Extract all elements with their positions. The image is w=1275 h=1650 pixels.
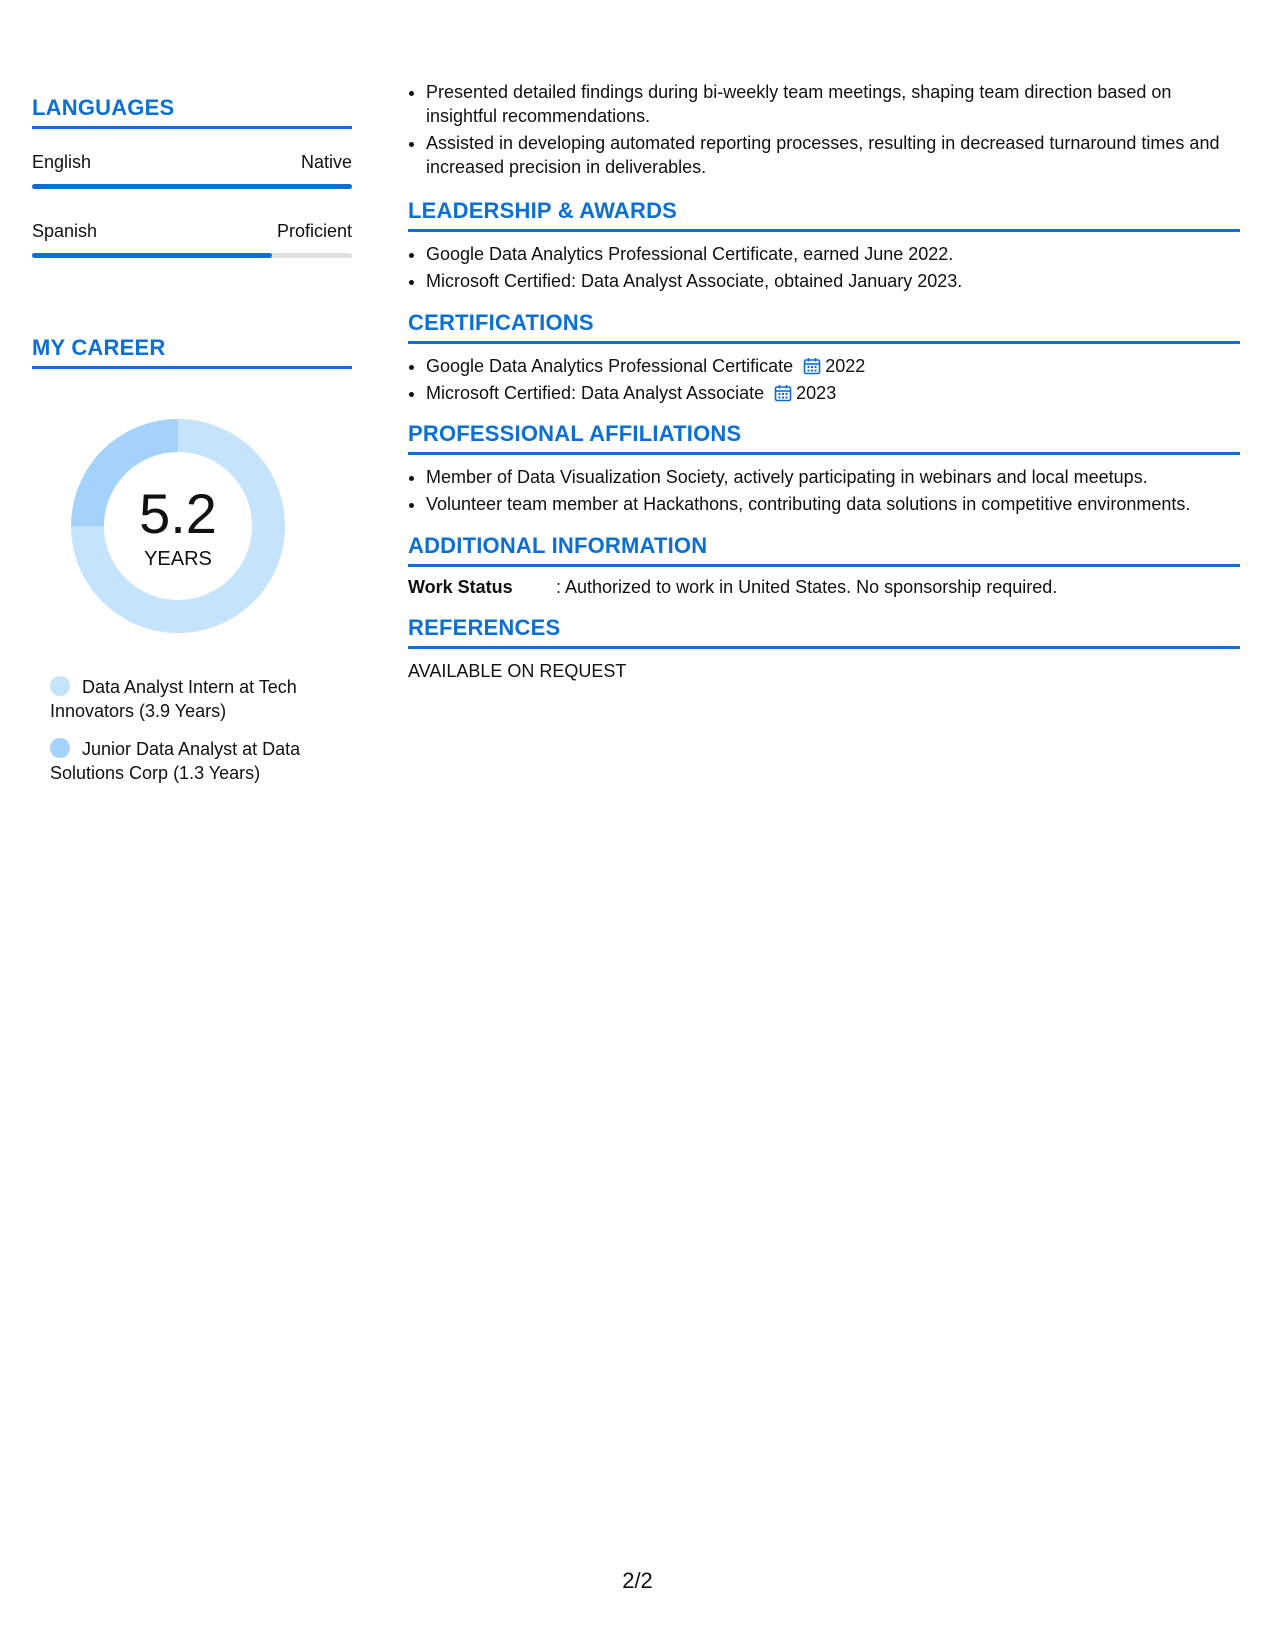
calendar-icon [774,384,792,402]
legend-label: Data Analyst Intern at Tech Innovators (3.9 Years) [50,677,297,721]
additional-info-heading: ADDITIONAL INFORMATION [408,533,1240,567]
career-total-value: 5.2 [139,482,217,545]
leadership-heading: LEADERSHIP & AWARDS [408,198,1240,232]
additional-info-section [408,533,1240,598]
references-text: AVAILABLE ON REQUEST [408,661,627,681]
certification-name: Google Data Analytics Professional Certificate [426,356,794,376]
language-bar-fill [32,253,272,258]
legend-item [50,737,350,785]
work-status-value: : Authorized to work in United States. No sponsorship required. [556,577,1058,597]
calendar-icon [803,357,821,375]
language-row-spanish [32,221,352,242]
certifications-section [408,310,1240,408]
certifications-heading: CERTIFICATIONS [408,310,1240,344]
language-row-english [32,152,352,173]
legend-item [50,675,350,723]
list-item: • Presented detailed findings during bi-weekly team meetings, shaping team direction based on insightful recommendations. [426,80,1240,128]
legend-label: Junior Data Analyst at Data Solutions Corp (1.3 Years) [50,739,301,783]
leadership-section [408,198,1240,296]
career-heading: MY CAREER [32,335,352,369]
list-item: • Volunteer team member at Hackathons, contributing data solutions in competitive environments. [426,492,1240,516]
donut-center [66,414,290,638]
languages-heading: LANGUAGES [32,95,352,129]
language-level: Native [300,152,352,172]
language-bar-english [32,184,352,189]
certification-year: 2022 [825,356,866,376]
work-status-label: Work Status [408,577,513,597]
language-name: Spanish [32,221,98,241]
certification-item [426,381,1240,405]
affiliations-heading: PROFESSIONAL AFFILIATIONS [408,421,1240,455]
language-name: English [32,152,92,172]
career-legend [50,675,350,799]
work-status-row [408,577,1240,598]
language-level: Proficient [276,221,352,241]
list-item: • Microsoft Certified: Data Analyst Associate, obtained January 2023. [426,269,1240,293]
list-item: • Member of Data Visualization Society, actively participating in webinars and local meetups. [426,465,1240,489]
legend-dot [50,738,70,758]
list-item: • Google Data Analytics Professional Certificate, earned June 2022. [426,242,1240,266]
certification-item [426,354,1240,378]
certification-name: Microsoft Certified: Data Analyst Associate [426,383,765,403]
affiliations-section [408,421,1240,519]
list-item: • Assisted in developing automated reporting processes, resulting in decreased turnaround times and increased precision in deliverables. [426,131,1240,179]
references-heading: REFERENCES [408,615,1240,649]
language-bar-spanish [32,253,352,258]
language-bar-fill [32,184,352,189]
career-total-unit: YEARS [144,548,212,570]
page-number: 2/2 [622,1568,653,1593]
legend-dot [50,676,70,696]
certification-year: 2023 [796,383,837,403]
experience-continued [408,80,1240,182]
references-section [408,615,1240,682]
